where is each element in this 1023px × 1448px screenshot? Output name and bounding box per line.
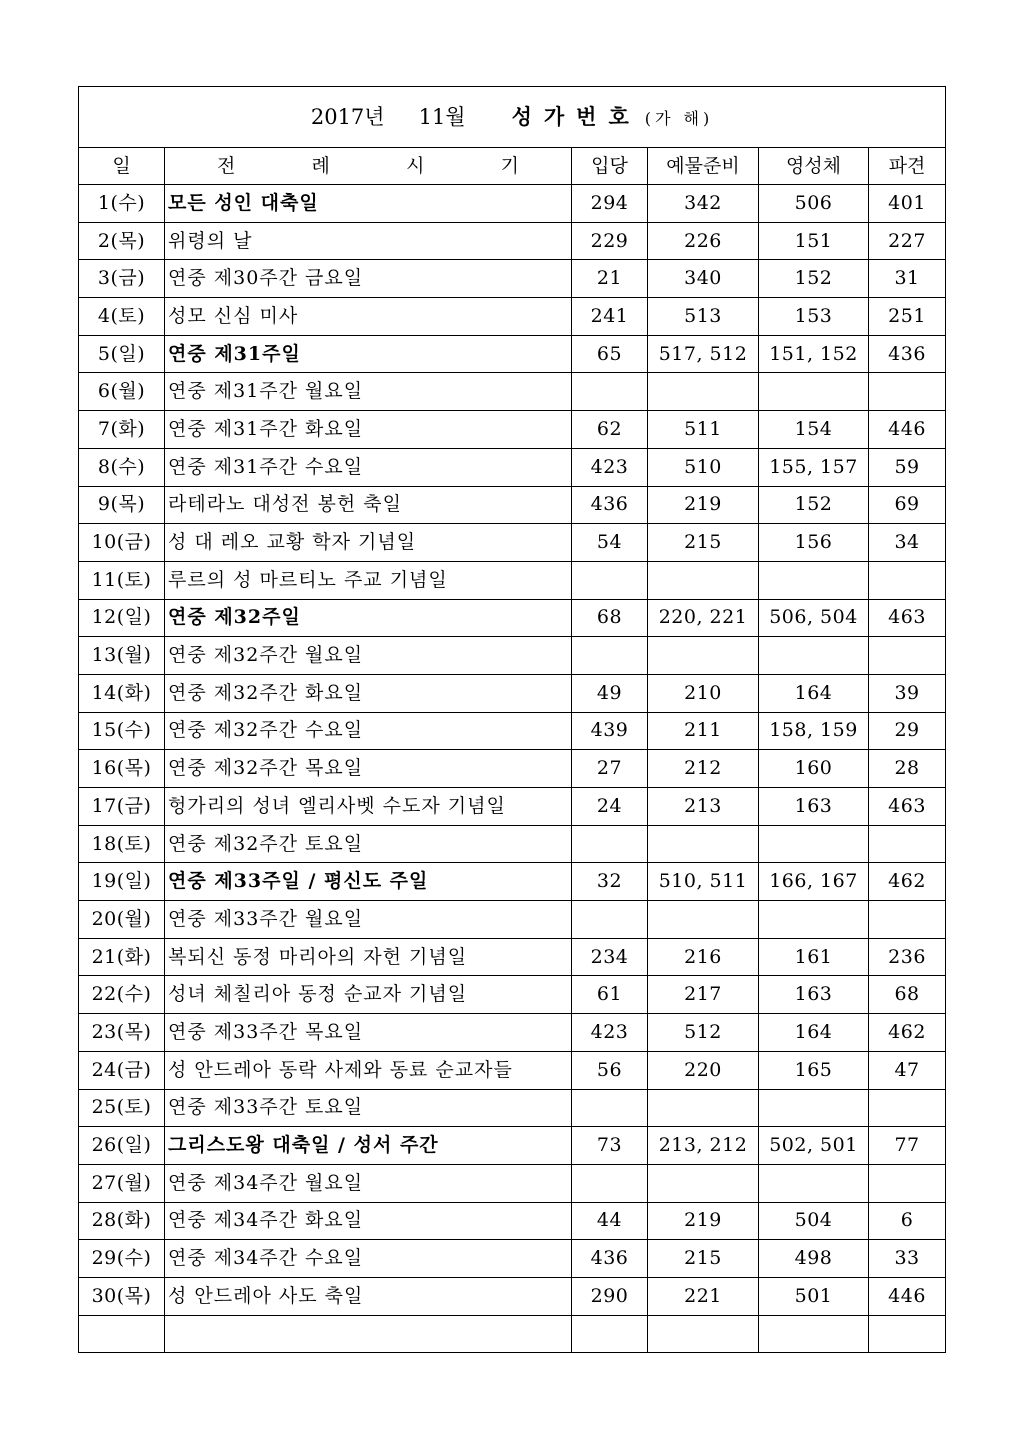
hymn-number-table	[78, 86, 946, 1353]
entrance-hymn-cell: 32	[572, 863, 648, 901]
dismissal-hymn-cell: 401	[869, 185, 946, 223]
day-cell: 22(수)	[79, 976, 165, 1014]
communion-hymn-cell: 498	[759, 1240, 869, 1278]
header-communion: 영성체	[759, 148, 869, 185]
liturgy-cell: 연중 제34주간 수요일	[165, 1240, 572, 1278]
dismissal-hymn-cell	[869, 1089, 946, 1127]
liturgy-cell: 라테라노 대성전 봉헌 축일	[165, 486, 572, 524]
entrance-hymn-cell: 68	[572, 599, 648, 637]
day-cell: 8(수)	[79, 448, 165, 486]
table-row	[79, 1127, 946, 1165]
dismissal-hymn-cell: 77	[869, 1127, 946, 1165]
communion-hymn-cell	[759, 637, 869, 675]
table-row	[79, 411, 946, 449]
table-body	[79, 185, 946, 1353]
communion-hymn-cell: 163	[759, 788, 869, 826]
offertory-hymn-cell	[648, 1164, 759, 1202]
liturgy-cell: 연중 제33주간 토요일	[165, 1089, 572, 1127]
offertory-hymn-cell: 215	[648, 1240, 759, 1278]
table-row	[79, 863, 946, 901]
entrance-hymn-cell: 54	[572, 524, 648, 562]
offertory-hymn-cell: 210	[648, 674, 759, 712]
liturgy-cell: 위령의 날	[165, 222, 572, 260]
header-liturgy-char: 례	[311, 154, 330, 177]
entrance-hymn-cell: 436	[572, 486, 648, 524]
liturgy-cell: 연중 제32주간 토요일	[165, 825, 572, 863]
day-cell: 18(토)	[79, 825, 165, 863]
offertory-hymn-cell: 510	[648, 448, 759, 486]
entrance-hymn-cell	[572, 637, 648, 675]
title-year: 2017년	[310, 105, 385, 129]
offertory-hymn-cell: 212	[648, 750, 759, 788]
table-row	[79, 788, 946, 826]
communion-hymn-cell: 506	[759, 185, 869, 223]
entrance-hymn-cell: 24	[572, 788, 648, 826]
offertory-hymn-cell	[648, 373, 759, 411]
day-cell: 6(월)	[79, 373, 165, 411]
table-row	[79, 335, 946, 373]
communion-hymn-cell: 502, 501	[759, 1127, 869, 1165]
communion-hymn-cell: 160	[759, 750, 869, 788]
table-row	[79, 1240, 946, 1278]
entrance-hymn-cell: 27	[572, 750, 648, 788]
table-row	[79, 674, 946, 712]
communion-hymn-cell	[759, 561, 869, 599]
dismissal-hymn-cell: 68	[869, 976, 946, 1014]
header-entrance: 입당	[572, 148, 648, 185]
day-cell: 29(수)	[79, 1240, 165, 1278]
day-cell: 21(화)	[79, 938, 165, 976]
entrance-hymn-cell: 62	[572, 411, 648, 449]
communion-hymn-cell: 153	[759, 298, 869, 336]
offertory-hymn-cell: 216	[648, 938, 759, 976]
table-row	[79, 448, 946, 486]
liturgy-cell: 연중 제33주간 목요일	[165, 1014, 572, 1052]
communion-hymn-cell: 158, 159	[759, 712, 869, 750]
offertory-hymn-cell: 215	[648, 524, 759, 562]
day-cell: 10(금)	[79, 524, 165, 562]
day-cell: 24(금)	[79, 1051, 165, 1089]
title-row	[79, 87, 946, 148]
table-row	[79, 1315, 946, 1353]
offertory-hymn-cell: 219	[648, 486, 759, 524]
day-cell: 13(월)	[79, 637, 165, 675]
communion-hymn-cell: 501	[759, 1277, 869, 1315]
dismissal-hymn-cell	[869, 1315, 946, 1353]
offertory-hymn-cell: 220	[648, 1051, 759, 1089]
day-cell: 12(일)	[79, 599, 165, 637]
dismissal-hymn-cell: 28	[869, 750, 946, 788]
communion-hymn-cell: 152	[759, 486, 869, 524]
liturgy-cell: 연중 제31주일	[165, 335, 572, 373]
day-cell: 4(토)	[79, 298, 165, 336]
liturgy-cell: 연중 제32주간 수요일	[165, 712, 572, 750]
table-row	[79, 712, 946, 750]
liturgy-cell: 루르의 성 마르티노 주교 기념일	[165, 561, 572, 599]
dismissal-hymn-cell: 227	[869, 222, 946, 260]
liturgy-cell: 성 안드레아 동락 사제와 동료 순교자들	[165, 1051, 572, 1089]
header-day: 일	[79, 148, 165, 185]
header-liturgy-char: 기	[500, 154, 519, 177]
dismissal-hymn-cell: 59	[869, 448, 946, 486]
dismissal-hymn-cell	[869, 1164, 946, 1202]
offertory-hymn-cell	[648, 901, 759, 939]
liturgy-cell: 연중 제31주간 월요일	[165, 373, 572, 411]
day-cell: 23(목)	[79, 1014, 165, 1052]
offertory-hymn-cell: 513	[648, 298, 759, 336]
dismissal-hymn-cell: 33	[869, 1240, 946, 1278]
table-row	[79, 938, 946, 976]
table-row	[79, 1051, 946, 1089]
entrance-hymn-cell: 241	[572, 298, 648, 336]
offertory-hymn-cell: 220, 221	[648, 599, 759, 637]
title-heading: 성가번호	[511, 104, 641, 129]
offertory-hymn-cell: 213	[648, 788, 759, 826]
day-cell: 26(일)	[79, 1127, 165, 1165]
liturgy-cell	[165, 1315, 572, 1353]
dismissal-hymn-cell: 463	[869, 788, 946, 826]
offertory-hymn-cell	[648, 561, 759, 599]
dismissal-hymn-cell: 29	[869, 712, 946, 750]
dismissal-hymn-cell	[869, 825, 946, 863]
communion-hymn-cell: 156	[759, 524, 869, 562]
table-row	[79, 561, 946, 599]
communion-hymn-cell	[759, 901, 869, 939]
communion-hymn-cell: 151, 152	[759, 335, 869, 373]
liturgy-cell: 연중 제30주간 금요일	[165, 260, 572, 298]
day-cell: 28(화)	[79, 1202, 165, 1240]
liturgy-cell: 성모 신심 미사	[165, 298, 572, 336]
header-liturgy-char: 시	[406, 154, 425, 177]
dismissal-hymn-cell: 31	[869, 260, 946, 298]
liturgy-cell: 성녀 체칠리아 동정 순교자 기념일	[165, 976, 572, 1014]
entrance-hymn-cell: 294	[572, 185, 648, 223]
entrance-hymn-cell: 234	[572, 938, 648, 976]
day-cell	[79, 1315, 165, 1353]
day-cell: 5(일)	[79, 335, 165, 373]
table-row	[79, 599, 946, 637]
liturgy-cell: 연중 제33주간 월요일	[165, 901, 572, 939]
table-row	[79, 1164, 946, 1202]
dismissal-hymn-cell: 463	[869, 599, 946, 637]
dismissal-hymn-cell: 462	[869, 863, 946, 901]
communion-hymn-cell: 154	[759, 411, 869, 449]
entrance-hymn-cell: 44	[572, 1202, 648, 1240]
liturgy-cell: 복되신 동정 마리아의 자헌 기념일	[165, 938, 572, 976]
communion-hymn-cell: 163	[759, 976, 869, 1014]
liturgy-cell: 연중 제31주간 화요일	[165, 411, 572, 449]
communion-hymn-cell: 155, 157	[759, 448, 869, 486]
header-liturgy-char: 전	[217, 154, 236, 177]
dismissal-hymn-cell	[869, 637, 946, 675]
entrance-hymn-cell: 49	[572, 674, 648, 712]
communion-hymn-cell: 165	[759, 1051, 869, 1089]
day-cell: 1(수)	[79, 185, 165, 223]
offertory-hymn-cell: 219	[648, 1202, 759, 1240]
table-row	[79, 298, 946, 336]
table-row	[79, 524, 946, 562]
communion-hymn-cell	[759, 373, 869, 411]
offertory-hymn-cell: 340	[648, 260, 759, 298]
title-suffix: (가 해)	[644, 109, 714, 128]
entrance-hymn-cell: 439	[572, 712, 648, 750]
day-cell: 15(수)	[79, 712, 165, 750]
communion-hymn-cell: 164	[759, 674, 869, 712]
dismissal-hymn-cell: 34	[869, 524, 946, 562]
day-cell: 2(목)	[79, 222, 165, 260]
day-cell: 25(토)	[79, 1089, 165, 1127]
header-liturgy	[165, 148, 572, 185]
offertory-hymn-cell: 226	[648, 222, 759, 260]
liturgy-cell: 모든 성인 대축일	[165, 185, 572, 223]
communion-hymn-cell	[759, 1315, 869, 1353]
offertory-hymn-cell	[648, 1089, 759, 1127]
dismissal-hymn-cell: 39	[869, 674, 946, 712]
communion-hymn-cell	[759, 1164, 869, 1202]
dismissal-hymn-cell: 251	[869, 298, 946, 336]
liturgy-cell: 연중 제34주간 월요일	[165, 1164, 572, 1202]
liturgy-cell: 연중 제32주간 화요일	[165, 674, 572, 712]
table-row	[79, 373, 946, 411]
entrance-hymn-cell: 73	[572, 1127, 648, 1165]
dismissal-hymn-cell	[869, 561, 946, 599]
table-row	[79, 486, 946, 524]
entrance-hymn-cell	[572, 561, 648, 599]
table-row	[79, 1014, 946, 1052]
offertory-hymn-cell: 511	[648, 411, 759, 449]
communion-hymn-cell: 166, 167	[759, 863, 869, 901]
liturgy-cell: 헝가리의 성녀 엘리사벳 수도자 기념일	[165, 788, 572, 826]
liturgy-cell: 연중 제34주간 화요일	[165, 1202, 572, 1240]
communion-hymn-cell: 506, 504	[759, 599, 869, 637]
communion-hymn-cell: 161	[759, 938, 869, 976]
dismissal-hymn-cell: 462	[869, 1014, 946, 1052]
table-row	[79, 637, 946, 675]
entrance-hymn-cell: 21	[572, 260, 648, 298]
liturgy-cell: 연중 제32주일	[165, 599, 572, 637]
dismissal-hymn-cell	[869, 373, 946, 411]
dismissal-hymn-cell: 446	[869, 411, 946, 449]
dismissal-hymn-cell: 69	[869, 486, 946, 524]
day-cell: 19(일)	[79, 863, 165, 901]
day-cell: 20(월)	[79, 901, 165, 939]
communion-hymn-cell: 151	[759, 222, 869, 260]
table-row	[79, 1089, 946, 1127]
entrance-hymn-cell: 61	[572, 976, 648, 1014]
offertory-hymn-cell: 517, 512	[648, 335, 759, 373]
header-dismissal: 파견	[869, 148, 946, 185]
dismissal-hymn-cell: 446	[869, 1277, 946, 1315]
entrance-hymn-cell: 65	[572, 335, 648, 373]
liturgy-cell: 연중 제32주간 월요일	[165, 637, 572, 675]
entrance-hymn-cell: 56	[572, 1051, 648, 1089]
communion-hymn-cell: 504	[759, 1202, 869, 1240]
offertory-hymn-cell: 211	[648, 712, 759, 750]
offertory-hymn-cell: 221	[648, 1277, 759, 1315]
dismissal-hymn-cell	[869, 901, 946, 939]
entrance-hymn-cell	[572, 901, 648, 939]
offertory-hymn-cell	[648, 825, 759, 863]
title-cell	[79, 87, 946, 148]
dismissal-hymn-cell: 6	[869, 1202, 946, 1240]
offertory-hymn-cell: 213, 212	[648, 1127, 759, 1165]
table-row	[79, 1277, 946, 1315]
title-month: 11월	[418, 105, 466, 129]
table-row	[79, 901, 946, 939]
entrance-hymn-cell: 423	[572, 448, 648, 486]
day-cell: 7(화)	[79, 411, 165, 449]
entrance-hymn-cell: 229	[572, 222, 648, 260]
header-row	[79, 148, 946, 185]
table-row	[79, 222, 946, 260]
day-cell: 27(월)	[79, 1164, 165, 1202]
entrance-hymn-cell: 423	[572, 1014, 648, 1052]
liturgy-cell: 성 안드레아 사도 축일	[165, 1277, 572, 1315]
offertory-hymn-cell: 512	[648, 1014, 759, 1052]
entrance-hymn-cell	[572, 1315, 648, 1353]
communion-hymn-cell: 152	[759, 260, 869, 298]
entrance-hymn-cell	[572, 1164, 648, 1202]
liturgy-cell: 연중 제33주일 / 평신도 주일	[165, 863, 572, 901]
day-cell: 9(목)	[79, 486, 165, 524]
liturgy-cell: 연중 제31주간 수요일	[165, 448, 572, 486]
offertory-hymn-cell	[648, 637, 759, 675]
table-row	[79, 976, 946, 1014]
dismissal-hymn-cell: 436	[869, 335, 946, 373]
liturgy-cell: 연중 제32주간 목요일	[165, 750, 572, 788]
entrance-hymn-cell: 436	[572, 1240, 648, 1278]
day-cell: 16(목)	[79, 750, 165, 788]
offertory-hymn-cell: 342	[648, 185, 759, 223]
table-row	[79, 750, 946, 788]
entrance-hymn-cell	[572, 373, 648, 411]
dismissal-hymn-cell: 47	[869, 1051, 946, 1089]
entrance-hymn-cell	[572, 825, 648, 863]
day-cell: 30(목)	[79, 1277, 165, 1315]
day-cell: 11(토)	[79, 561, 165, 599]
day-cell: 14(화)	[79, 674, 165, 712]
dismissal-hymn-cell: 236	[869, 938, 946, 976]
offertory-hymn-cell	[648, 1315, 759, 1353]
offertory-hymn-cell: 510, 511	[648, 863, 759, 901]
offertory-hymn-cell: 217	[648, 976, 759, 1014]
table-row	[79, 1202, 946, 1240]
communion-hymn-cell: 164	[759, 1014, 869, 1052]
liturgy-cell: 그리스도왕 대축일 / 성서 주간	[165, 1127, 572, 1165]
table-row	[79, 185, 946, 223]
day-cell: 17(금)	[79, 788, 165, 826]
liturgy-cell: 성 대 레오 교황 학자 기념일	[165, 524, 572, 562]
entrance-hymn-cell	[572, 1089, 648, 1127]
table-row	[79, 260, 946, 298]
communion-hymn-cell	[759, 825, 869, 863]
day-cell: 3(금)	[79, 260, 165, 298]
table-row	[79, 825, 946, 863]
header-offertory: 예물준비	[648, 148, 759, 185]
communion-hymn-cell	[759, 1089, 869, 1127]
entrance-hymn-cell: 290	[572, 1277, 648, 1315]
